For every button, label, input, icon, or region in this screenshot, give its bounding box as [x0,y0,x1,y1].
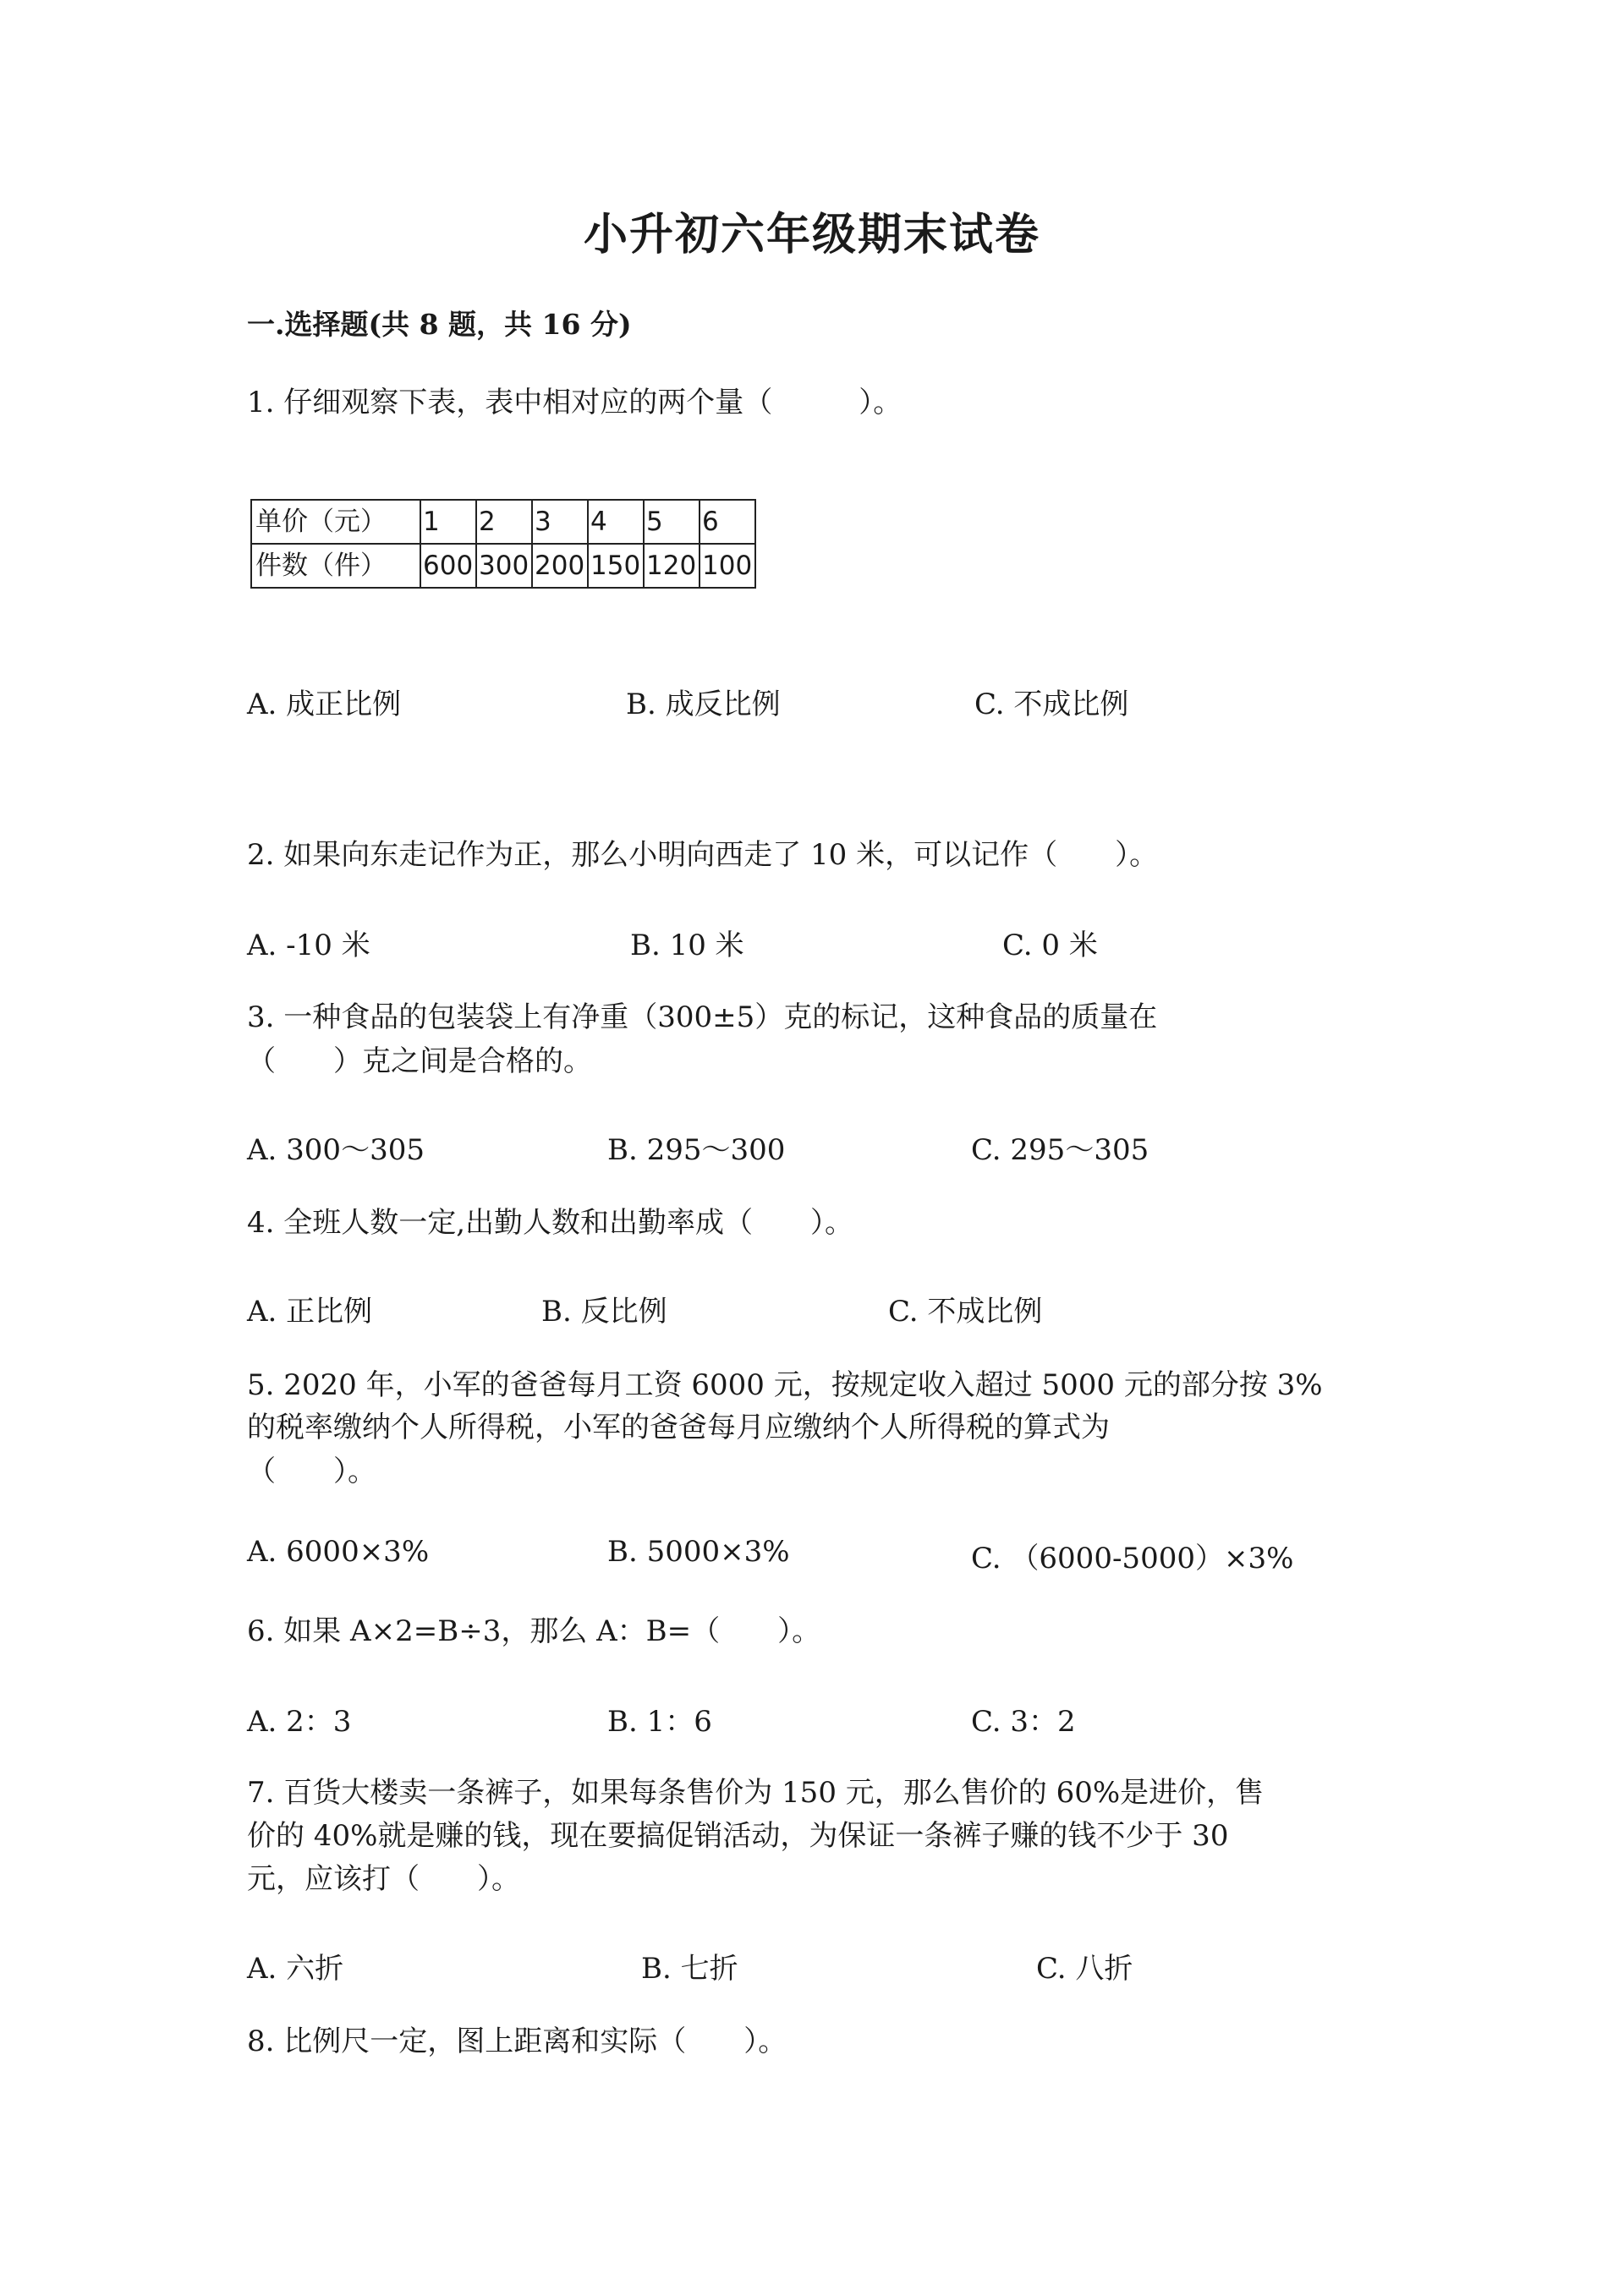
question-5-option-a: A. 6000×3% [247,1535,430,1569]
question-5-stem-line-2: 的税率缴纳个人所得税，小军的爸爸每月应缴纳个人所得税的算式为 [247,1411,1110,1444]
question-7-stem-line-1: 7. 百货大楼卖一条裤子，如果每条售价为 150 元，那么售价的 60%是进价，售 [247,1776,1265,1810]
table-cell: 300 [476,544,532,588]
price-quantity-table [250,499,756,589]
table-cell: 2 [476,500,532,544]
table-row [251,500,755,544]
table-row [251,544,755,588]
question-1-option-c: C. 不成比例 [974,688,1129,721]
table-cell: 600 [420,544,476,588]
question-1-stem: 1. 仔细观察下表，表中相对应的两个量（ ）。 [247,386,903,419]
table-cell: 4 [588,500,644,544]
question-3-stem-line-2: （ ）克之间是合格的。 [247,1044,592,1078]
question-5-stem-line-3: （ ）。 [247,1455,376,1488]
question-1-option-b: B. 成反比例 [626,688,781,721]
question-2-option-c: C. 0 米 [1002,929,1098,962]
question-6-option-a: A. 2：3 [247,1705,352,1739]
question-5-option-b: B. 5000×3% [607,1535,790,1569]
question-4-option-c: C. 不成比例 [888,1295,1043,1329]
page-title: 小升初六年级期末试卷 [583,209,1040,260]
question-4-option-b: B. 反比例 [541,1295,667,1329]
question-4-stem: 4. 全班人数一定,出勤人数和出勤率成（ ）。 [247,1206,854,1240]
question-7-stem-line-3: 元，应该打（ ）。 [247,1862,520,1896]
question-8-stem: 8. 比例尺一定，图上距离和实际（ ）。 [247,2025,787,2058]
question-2-option-b: B. 10 米 [630,929,744,962]
question-2-option-a: A. -10 米 [247,929,370,962]
question-7-option-a: A. 六折 [247,1952,344,1986]
question-1-option-a: A. 成正比例 [247,688,402,721]
table-cell: 6 [700,500,755,544]
question-7-option-b: B. 七折 [641,1952,738,1986]
question-3-option-a: A. 300～305 [247,1133,425,1167]
table-cell: 120 [644,544,700,588]
table-row-header: 单价（元） [251,500,420,544]
table-row-header: 件数（件） [251,544,420,588]
question-4-option-a: A. 正比例 [247,1295,373,1329]
table-cell: 100 [700,544,755,588]
question-3-option-c: C. 295～305 [971,1133,1149,1167]
table-cell: 150 [588,544,644,588]
question-5-stem-line-1: 5. 2020 年，小军的爸爸每月工资 6000 元，按规定收入超过 5000 元的部分按 3% [247,1368,1323,1402]
question-6-option-b: B. 1：6 [607,1705,712,1739]
question-2-stem: 2. 如果向东走记作为正，那么小明向西走了 10 米，可以记作（ ）。 [247,838,1159,872]
question-6-option-c: C. 3：2 [971,1705,1076,1739]
table-cell: 200 [532,544,588,588]
section-heading: 一.选择题(共 8 题，共 16 分) [247,308,632,341]
question-3-option-b: B. 295～300 [607,1133,786,1167]
table-cell: 1 [420,500,476,544]
question-7-stem-line-2: 价的 40%就是赚的钱，现在要搞促销活动，为保证一条裤子赚的钱不少于 30 [247,1819,1229,1853]
table-cell: 5 [644,500,700,544]
question-3-stem-line-1: 3. 一种食品的包装袋上有净重（300±5）克的标记，这种食品的质量在 [247,1000,1158,1034]
table-cell: 3 [532,500,588,544]
question-5-option-c: C. （6000-5000）×3% [971,1542,1294,1575]
question-6-stem: 6. 如果 A×2=B÷3，那么 A：B=（ ）。 [247,1614,821,1648]
question-7-option-c: C. 八折 [1036,1952,1133,1986]
